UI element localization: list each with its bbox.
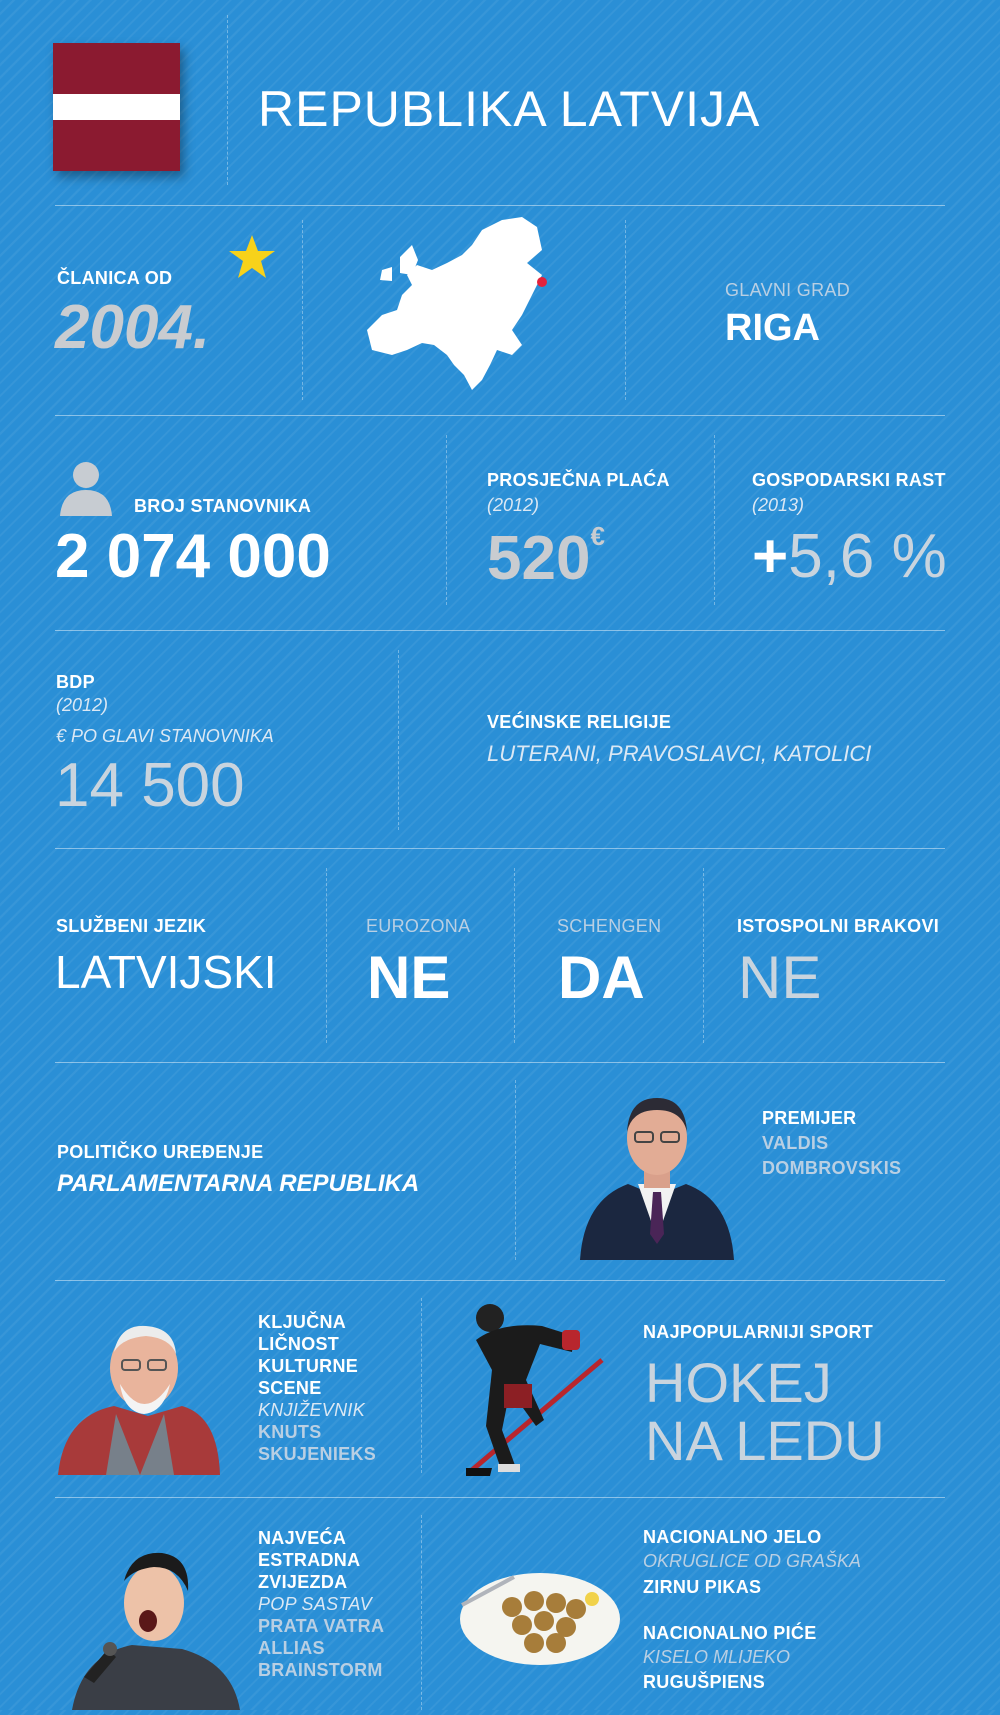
language-label: SLUŽBENI JEZIK — [56, 916, 207, 936]
singer-photo — [62, 1545, 242, 1710]
europe-map-icon — [352, 215, 572, 415]
politics-label: POLITIČKO UREĐENJE — [57, 1142, 264, 1162]
premier-name-last: DOMBROVSKIS — [762, 1158, 902, 1178]
star-line-1: NAJVEĆA — [258, 1528, 347, 1548]
culture-line-1: KLJUČNA — [258, 1312, 347, 1332]
star-line-3: ZVIJEZDA — [258, 1572, 348, 1592]
gdp-unit: € PO GLAVI STANOVNIKA — [56, 726, 274, 746]
gdp-value: 14 500 — [55, 751, 245, 820]
membership-year: 2004. — [55, 293, 211, 362]
culture-name-first: KNUTS — [258, 1422, 322, 1442]
premier-name-first: VALDIS — [762, 1133, 829, 1153]
gdp-year: (2012) — [56, 695, 109, 715]
culture-line-4: SCENE — [258, 1378, 322, 1398]
food-desc: OKRUGLICE OD GRAŠKA — [643, 1551, 862, 1571]
culture-line-2: LIČNOST — [258, 1334, 340, 1354]
population-label: BROJ STANOVNIKA — [134, 496, 312, 516]
sport-label: NAJPOPULARNIJI SPORT — [643, 1322, 874, 1342]
premier-photo — [578, 1088, 736, 1260]
currency-symbol: € — [590, 521, 605, 551]
growth-label: GOSPODARSKI RAST — [752, 470, 946, 490]
culture-name-last: SKUJENIEKS — [258, 1444, 377, 1464]
latvia-flag — [53, 43, 180, 171]
religion-value: LUTERANI, PRAVOSLAVCI, KATOLICI — [487, 741, 872, 766]
eurozone-label: EUROZONA — [366, 916, 471, 936]
drink-label: NACIONALNO PIĆE — [643, 1623, 817, 1643]
religion-label: VEĆINSKE RELIGIJE — [487, 712, 672, 732]
growth-value: 5,6 % — [788, 522, 947, 591]
premier-label: PREMIJER — [762, 1108, 857, 1128]
writer-photo — [58, 1318, 220, 1475]
star-name-1: PRATA VATRA — [258, 1616, 385, 1636]
salary-value: 520 — [487, 524, 591, 593]
salary-label: PROSJEČNA PLAĆA — [487, 470, 670, 490]
culture-line-3: KULTURNE — [258, 1356, 359, 1376]
capital-label: GLAVNI GRAD — [725, 280, 850, 300]
food-label: NACIONALNO JELO — [643, 1527, 822, 1547]
politics-value: PARLAMENTARNA REPUBLIKA — [57, 1170, 420, 1197]
hockey-player-image — [452, 1300, 622, 1480]
growth-year: (2013) — [752, 495, 805, 515]
drink-desc: KISELO MLIJEKO — [643, 1647, 791, 1667]
membership-label: ČLANICA OD — [57, 268, 173, 288]
samesex-value: NE — [738, 944, 822, 1011]
page-title: REPUBLIKA LATVIJA — [258, 81, 761, 137]
growth-sign: + — [752, 522, 789, 591]
eu-star-icon — [228, 233, 276, 281]
star-name-3: BRAINSTORM — [258, 1660, 383, 1680]
food-name: ZIRNU PIKAS — [643, 1577, 762, 1597]
person-icon — [58, 460, 114, 516]
population-value: 2 074 000 — [55, 522, 331, 591]
language-value: LATVIJSKI — [55, 946, 277, 998]
pea-balls-dish-image — [452, 1555, 622, 1675]
eurozone-value: NE — [367, 944, 451, 1011]
star-line-2: ESTRADNA — [258, 1550, 361, 1570]
sport-value-line-1: HOKEJ — [645, 1351, 832, 1414]
drink-name: RUGUŠPIENS — [643, 1672, 766, 1692]
schengen-label: SCHENGEN — [557, 916, 662, 936]
culture-role: KNJIŽEVNIK — [258, 1400, 366, 1420]
capital-value: RIGA — [725, 307, 820, 349]
salary-year: (2012) — [487, 495, 540, 515]
samesex-label: ISTOSPOLNI BRAKOVI — [737, 916, 940, 936]
sport-value-line-2: NA LEDU — [645, 1409, 885, 1472]
star-name-2: ALLIAS — [258, 1638, 325, 1658]
star-role: POP SASTAV — [258, 1594, 373, 1614]
gdp-label: BDP — [56, 672, 95, 692]
schengen-value: DA — [558, 944, 645, 1011]
